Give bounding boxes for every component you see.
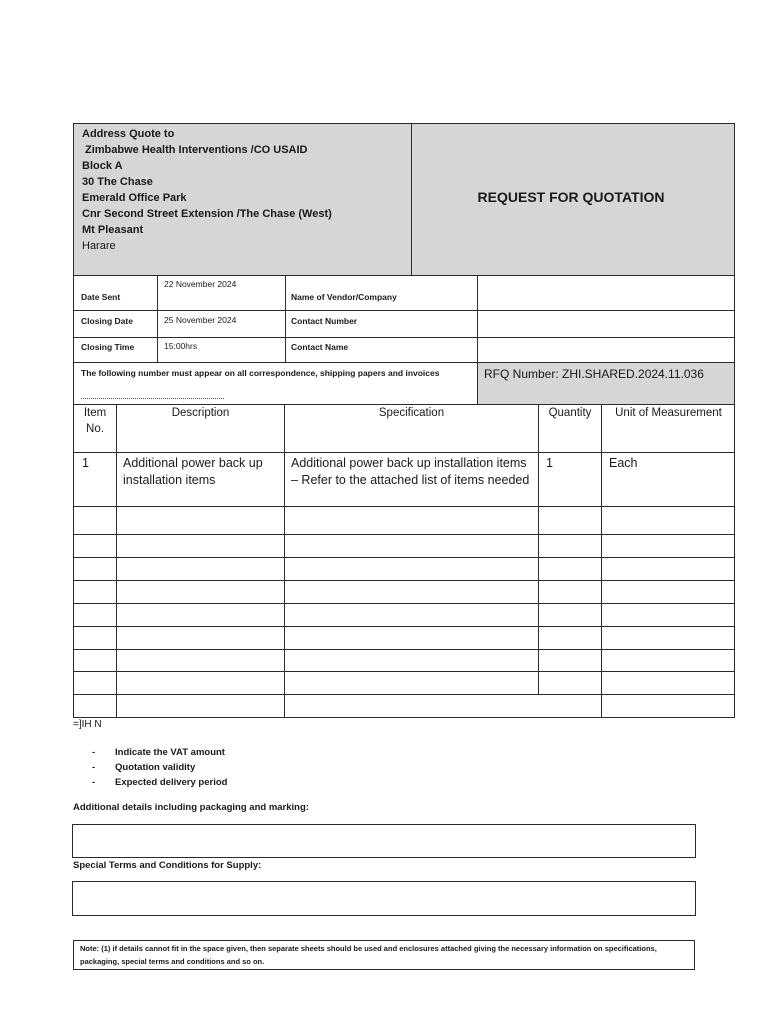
row1-unit: Each bbox=[609, 456, 638, 470]
contact-number-label: Contact Number bbox=[291, 316, 358, 326]
address-line-4: Emerald Office Park bbox=[82, 192, 187, 204]
header-description: Description bbox=[171, 407, 230, 419]
date-sent-value: 22 November 2024 bbox=[164, 279, 237, 289]
requirements-list bbox=[92, 745, 227, 790]
special-terms-box[interactable] bbox=[72, 881, 696, 916]
additional-details-box[interactable] bbox=[72, 824, 696, 858]
contact-name-label: Contact Name bbox=[291, 342, 349, 352]
row1-item: 1 bbox=[82, 456, 89, 470]
header-item-no: Item No. bbox=[83, 407, 107, 435]
document-title: REQUEST FOR QUOTATION bbox=[477, 189, 665, 205]
requirement-item: - Expected delivery period bbox=[92, 777, 228, 788]
closing-date-value: 25 November 2024 bbox=[164, 315, 237, 325]
header-specification: Specification bbox=[378, 407, 445, 419]
footer-mark: =]IH N bbox=[73, 719, 102, 730]
address-heading: Address Quote to bbox=[82, 128, 175, 140]
address-line-7: Harare bbox=[82, 240, 116, 252]
requirement-item: - Quotation validity bbox=[92, 762, 196, 773]
closing-date-label: Closing Date bbox=[81, 316, 133, 326]
notice-underline bbox=[81, 398, 224, 399]
requirement-item: - Indicate the VAT amount bbox=[92, 747, 225, 758]
header-unit: Unit of Measurement bbox=[615, 407, 722, 419]
date-sent-label: Date Sent bbox=[81, 292, 121, 302]
address-block bbox=[82, 126, 407, 254]
note-box bbox=[73, 940, 695, 970]
address-line-2: Block A bbox=[82, 160, 123, 172]
closing-time-value: 15:00hrs bbox=[164, 341, 198, 351]
row1-description: Additional power back up installation items bbox=[123, 456, 263, 487]
note-text: Note: (1) if details cannot fit in the space given, then separate sheets should be used and enclosures attached giving the necessary information on specifications, packaging, special terms and conditions and so on. bbox=[80, 944, 657, 966]
address-line-5: Cnr Second Street Extension /The Chase (West) bbox=[82, 208, 332, 220]
special-terms-label: Special Terms and Conditions for Supply: bbox=[73, 860, 262, 871]
header-quantity: Quantity bbox=[548, 407, 592, 419]
row1-specification: Additional power back up installation items – Refer to the attached list of items needed bbox=[291, 456, 530, 487]
rfq-number: RFQ Number: ZHI.SHARED.2024.11.036 bbox=[484, 367, 704, 381]
row1-quantity: 1 bbox=[546, 456, 553, 470]
closing-time-label: Closing Time bbox=[81, 342, 135, 352]
notice-text: The following number must appear on all correspondence, shipping papers and invoices bbox=[81, 368, 440, 378]
additional-details-label: Additional details including packaging and marking: bbox=[73, 802, 309, 813]
address-line-3: 30 The Chase bbox=[82, 176, 153, 188]
address-line-6: Mt Pleasant bbox=[82, 224, 144, 236]
vendor-label: Name of Vendor/Company bbox=[291, 292, 397, 302]
address-line-1: Zimbabwe Health Interventions /CO USAID bbox=[85, 144, 308, 156]
